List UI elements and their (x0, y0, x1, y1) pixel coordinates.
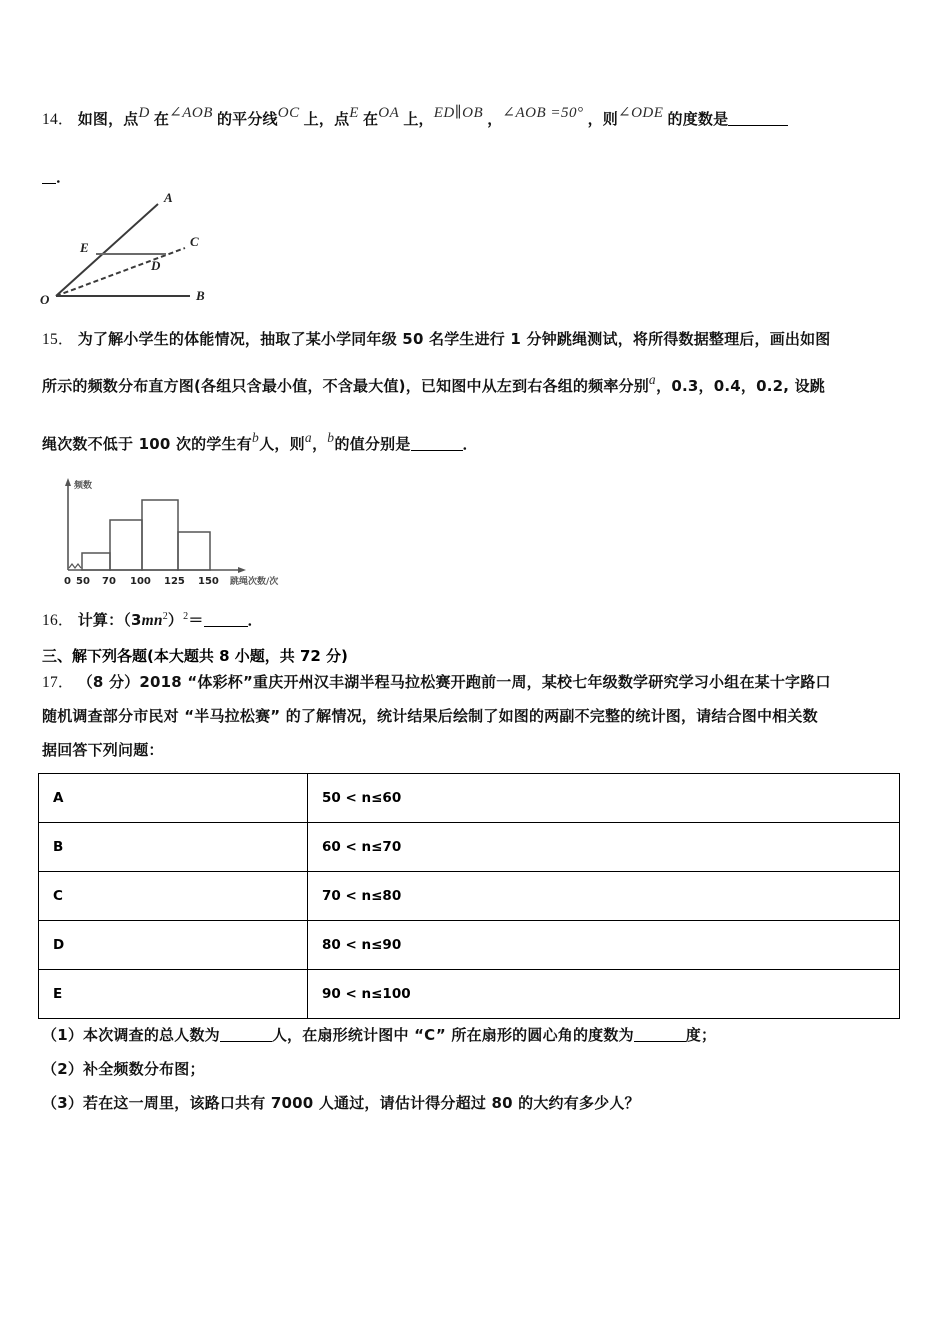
q17-sub1-text-b: 人，在扇形统计图中 “C” 所在扇形的圆心角的度数为 (271, 1026, 634, 1044)
q17-text-line-2: 随机调查部分市民对 “半马拉松赛” 的了解情况，统计结果后绘制了如图的两副不完整的统计图，请结合图中相关数 (42, 707, 818, 725)
q17-grade-range-table (38, 773, 900, 1019)
histogram-tick-100: 100 (130, 576, 151, 587)
q14-math-OC: OC (277, 105, 300, 121)
question-17-sub-2 (42, 1060, 205, 1079)
q15-text-line-2b: ，0.3，0.4，0.2, 设跳 (656, 377, 826, 395)
q14-math-OA: OA (378, 105, 400, 121)
question-17-line-1 (42, 673, 831, 692)
question-14-line-2 (42, 168, 71, 187)
q14-math-ED-parallel-OB: ED∥OB (433, 105, 484, 121)
q14-text-4: 上，点 (303, 110, 350, 128)
question-17-sub-3 (42, 1094, 640, 1113)
q15-math-b: b (251, 430, 260, 445)
table-cell-range-E: 90 < n≤100 (308, 970, 900, 1019)
table-body (39, 774, 900, 1019)
q15-text-line-3b: 人，则 (259, 435, 305, 453)
histogram-bar-4 (178, 532, 210, 570)
q16-text-2: ） (167, 611, 184, 630)
q15-text-line-3d: 的值分别是 (334, 435, 411, 453)
q17-number: 17． (42, 674, 74, 691)
y-axis-arrow-icon (65, 478, 71, 486)
question-15-line-1 (42, 330, 831, 349)
q14-text-2: 在 (153, 110, 170, 128)
q15-text-line-1: 为了解小学生的体能情况，抽取了某小学同年级 50 名学生进行 1 分钟跳绳测试，将所得数据整理后，画出如图 (77, 330, 831, 348)
q14-label-D: D (151, 258, 161, 273)
q16-exponent-outer: 2 (183, 611, 189, 622)
q16-period: ． (247, 611, 263, 630)
table-cell-range-B: 60 < n≤70 (308, 823, 900, 872)
q15-answer-blank[interactable] (411, 450, 463, 451)
table-cell-range-D: 80 < n≤90 (308, 921, 900, 970)
q14-math-angle-AOB-50: ∠AOB =50° (502, 105, 584, 121)
table-cell-range-C: 70 < n≤80 (308, 872, 900, 921)
q17-sub1-blank-angle[interactable] (634, 1041, 686, 1042)
table-cell-key-A: A (39, 774, 308, 823)
q15-histogram-figure (44, 474, 294, 596)
q14-number: 14． (42, 111, 74, 128)
table-row (39, 872, 900, 921)
q17-sub3-text: （3）若在这一周里，该路口共有 7000 人通过，请估计得分超过 80 的大约有多少人？ (42, 1094, 640, 1112)
ray-OC-dashed (56, 248, 185, 296)
question-15-line-2 (42, 372, 825, 396)
question-17-sub-1 (42, 1026, 716, 1045)
q17-text-line-1: 2018 “体彩杯”重庆开州汉丰湖半程马拉松赛开跑前一周，某校七年级数学研究学习小组在某十字路口 (139, 673, 831, 691)
histogram-tick-50: 50 (76, 576, 90, 587)
question-16 (42, 611, 263, 631)
q17-score: （8 分） (77, 673, 140, 691)
question-17-line-3 (42, 741, 164, 760)
q15-math-a-2: a (304, 430, 313, 445)
table-cell-key-C: C (39, 872, 308, 921)
q16-number: 16． (42, 612, 74, 630)
q14-math-angle-ODE: ∠ODE (618, 105, 664, 121)
q14-text-3: 的平分线 (216, 110, 278, 128)
q16-text-1: 计算：（3 (77, 611, 142, 630)
q15-number: 15． (42, 331, 74, 348)
table-row (39, 774, 900, 823)
histogram-tick-0: 0 (64, 576, 71, 587)
q14-math-E: E (349, 105, 359, 121)
table-cell-range-A: 50 < n≤60 (308, 774, 900, 823)
q17-sub1-text-c: 度； (685, 1026, 717, 1044)
q14-answer-blank[interactable] (728, 125, 788, 126)
q14-text-7: 的度数是 (667, 110, 729, 128)
table-cell-key-B: B (39, 823, 308, 872)
table-row (39, 921, 900, 970)
histogram-tick-125: 125 (164, 576, 185, 587)
q15-text-line-3c: ， (312, 435, 328, 453)
q17-sub2-text: （2）补全频数分布图； (42, 1060, 205, 1078)
histogram-bar-1 (82, 553, 110, 570)
q14-text-1: 如图，点 (77, 110, 139, 128)
q17-sub1-blank-total[interactable] (220, 1041, 272, 1042)
q16-math-mn: mn (141, 612, 163, 630)
q15-text-line-2a: 所示的频数分布直方图(各组只含最小值，不含最大值)，已知图中从左到右各组的频率分别 (42, 377, 649, 395)
q15-math-a: a (648, 372, 657, 387)
table-cell-key-D: D (39, 921, 308, 970)
q14-label-E: E (80, 240, 89, 255)
q14-label-C: C (190, 234, 199, 249)
q14-comma-1: ， (487, 110, 503, 128)
question-17-line-2 (42, 707, 818, 726)
q14-math-angle-AOB: ∠AOB (169, 105, 213, 121)
q17-text-line-3: 据回答下列问题： (42, 741, 164, 759)
table-row (39, 823, 900, 872)
q14-label-A: A (164, 190, 173, 205)
histogram-tick-70: 70 (102, 576, 116, 587)
q17-sub1-text-a: （1）本次调查的总人数为 (42, 1026, 220, 1044)
q14-comma-2: ，则 (587, 110, 619, 128)
histogram-bar-2 (110, 520, 142, 570)
axis-break-icon (69, 564, 81, 568)
q14-text-5: 在 (363, 110, 379, 128)
q15-math-b-2: b (327, 430, 335, 445)
histogram-tick-150: 150 (198, 576, 219, 587)
ray-OA (56, 204, 158, 296)
q14-period: ． (56, 168, 72, 186)
question-14-line-1 (42, 104, 788, 129)
q15-text-line-3a: 绳次数不低于 100 次的学生有 (42, 435, 252, 453)
q14-label-B: B (196, 288, 205, 303)
table-cell-key-E: E (39, 970, 308, 1019)
q14-answer-blank-cont[interactable] (42, 183, 56, 184)
question-15-line-3 (42, 430, 478, 454)
q14-math-D: D (138, 105, 150, 121)
q14-label-O: O (40, 292, 50, 307)
x-axis-arrow-icon (238, 567, 246, 573)
q14-text-6: 上， (403, 110, 434, 128)
histogram-x-axis-label: 跳绳次数/次 (230, 577, 279, 587)
histogram-y-axis-label: 频数 (74, 481, 93, 491)
q16-equals: ＝ (188, 611, 204, 630)
q15-period: ． (462, 435, 478, 453)
section-3-heading: 三、解下列各题(本大题共 8 小题，共 72 分) (42, 647, 348, 665)
histogram-bar-3 (142, 500, 178, 570)
q16-answer-blank[interactable] (204, 626, 248, 627)
q14-geometry-figure (38, 186, 258, 312)
q16-exponent-inner: 2 (162, 611, 168, 622)
table-row (39, 970, 900, 1019)
